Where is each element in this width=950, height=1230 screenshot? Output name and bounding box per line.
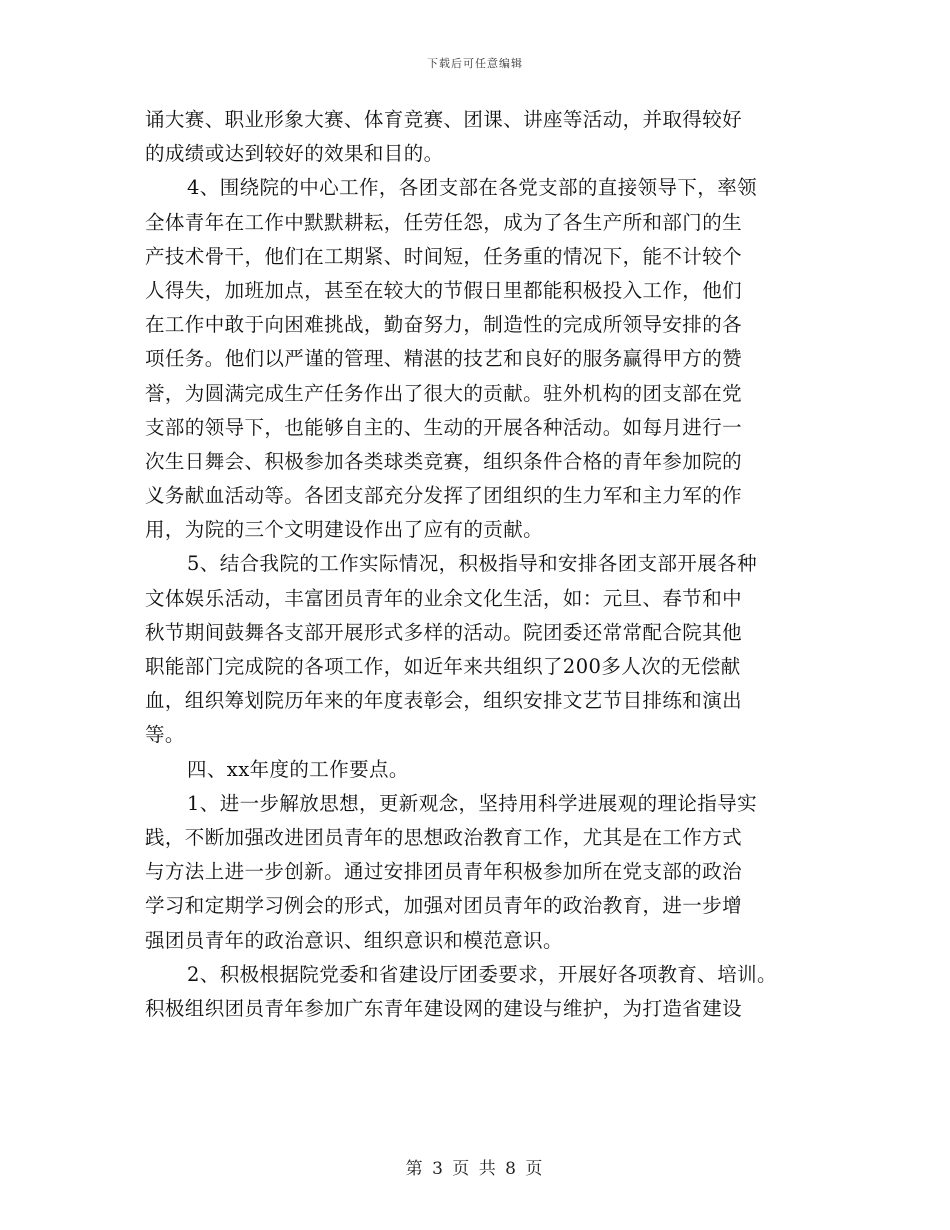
page-header: 下载后可任意编辑	[427, 57, 523, 70]
text-line: 产技术骨干，他们在工期紧、时间短，任务重的情况下，能不计较个	[145, 244, 743, 268]
text-line: 秋节期间鼓舞各支部开展形式多样的活动。院团委还常常配合院其他	[145, 620, 743, 644]
text-line: 誉，为圆满完成生产任务作出了很大的贡献。驻外机构的团支部在党	[145, 381, 743, 405]
text-line: 的成绩或达到较好的效果和目的。	[145, 142, 444, 166]
text-line: 与方法上进一步创新。通过安排团员青年积极参加所在党支部的政治	[145, 860, 743, 884]
text-line: 项任务。他们以严谨的管理、精湛的技艺和良好的服务赢得甲方的赞	[145, 347, 743, 371]
text-line: 积极组织团员青年参加广东青年建设网的建设与维护，为打造省建设	[145, 996, 743, 1020]
text-line: 全体青年在工作中默默耕耘，任劳任怨，成为了各生产所和部门的生	[145, 210, 743, 234]
paragraph-start-line: 5、结合我院的工作实际情况，积极指导和安排各团支部开展各种	[187, 552, 758, 576]
document-body	[145, 103, 810, 1026]
section-heading: 四、xx年度的工作要点。	[187, 757, 409, 781]
text-line: 义务献血活动等。各团支部充分发挥了团组织的生力军和主力军的作	[145, 484, 743, 508]
text-line: 血，组织筹划院历年来的年度表彰会，组织安排文艺节目排练和演出	[145, 689, 743, 713]
page-number-footer: 第 3 页 共 8 页	[405, 1159, 545, 1179]
text-line: 次生日舞会、积极参加各类球类竞赛，组织条件合格的青年参加院的	[145, 449, 743, 473]
text-line: 诵大赛、职业形象大赛、体育竞赛、团课、讲座等活动，并取得较好	[145, 108, 743, 131]
text-line: 在工作中敢于向困难挑战，勤奋努力，制造性的完成所领导安排的各	[145, 313, 743, 337]
paragraph-start-line: 2、积极根据院党委和省建设厅团委要求，开展好各项教育、培训。	[187, 962, 777, 986]
paragraph-start-line: 4、围绕院的中心工作，各团支部在各党支部的直接领导下，率领	[187, 176, 758, 200]
text-line: 等。	[145, 723, 185, 747]
text-line: 用，为院的三个文明建设作出了应有的贡献。	[145, 518, 544, 542]
text-line: 文体娱乐活动，丰富团员青年的业余文化生活，如：元旦、春节和中	[145, 586, 743, 610]
text-line: 职能部门完成院的各项工作，如近年来共组织了200多人次的无偿献	[145, 655, 741, 678]
paragraph-start-line: 1、进一步解放思想，更新观念，坚持用科学进展观的理论指导实	[187, 791, 758, 815]
text-line: 学习和定期学习例会的形式，加强对团员青年的政治教育，进一步增	[145, 894, 743, 918]
text-line: 践，不断加强改进团员青年的思想政治教育工作，尤其是在工作方式	[145, 825, 743, 849]
text-line: 强团员青年的政治意识、组织意识和模范意识。	[145, 928, 563, 952]
text-line: 支部的领导下，也能够自主的、生动的开展各种活动。如每月进行一	[145, 415, 743, 439]
text-line: 人得失，加班加点，甚至在较大的节假日里都能积极投入工作，他们	[145, 278, 743, 302]
